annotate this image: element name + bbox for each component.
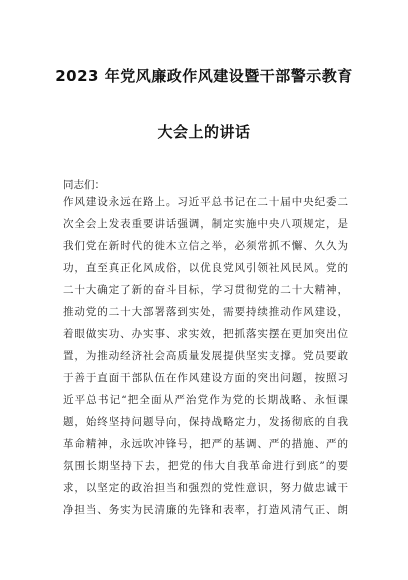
greeting: 同志们：: [63, 179, 105, 191]
body-line: 于善于直面干部队伍在作风建设方面的突出问题，按照习: [63, 372, 348, 384]
body-line: 功，直至真正化风成俗，以优良党风引领社风民风。党的: [63, 262, 348, 274]
body-line: 置，为推动经济社会高质量发展提供坚实支撑。党员要敢: [63, 350, 348, 362]
body-line: 二十大确定了新的奋斗目标，学习贯彻党的二十大精神，: [63, 284, 348, 296]
body-line: 革命精神，永远吹冲锋号，把严的基调、严的措施、严的: [63, 438, 348, 450]
document-title-line-2: 大会上的讲话: [157, 123, 251, 141]
body-line: 次全会上发表重要讲话强调，制定实施中央八项规定，是: [63, 218, 348, 230]
body-line: 求，以坚定的政治担当和强烈的党性意识，努力做忠诚干: [63, 482, 348, 494]
body-line: 推动党的二十大部署落到实处，需要持续推动作风建设，: [63, 306, 348, 318]
body-line: 净担当、务实为民清廉的先锋和表率，打造风清气正、朗: [63, 504, 348, 516]
body-line: 作风建设永远在路上。习近平总书记在二十届中央纪委二: [63, 196, 348, 208]
body-paragraph: [63, 191, 348, 521]
body-line: 着眼做实功、办实事、求实效，把抓落实摆在更加突出位: [63, 328, 348, 340]
body-line: 近平总书记“把全面从严治党作为党的长期战略、永恒课: [63, 394, 348, 406]
document-title-line-1: 2023 年党风廉政作风建设暨干部警示教育: [55, 67, 353, 85]
body-line: 氛围长期坚持下去，把党的伟大自我革命进行到底”的要: [63, 460, 348, 472]
body-line: 题，始终坚持问题导向，保持战略定力，发扬彻底的自我: [63, 416, 348, 428]
body-line: 我们党在新时代的徙木立信之举，必须常抓不懈、久久为: [63, 240, 348, 252]
